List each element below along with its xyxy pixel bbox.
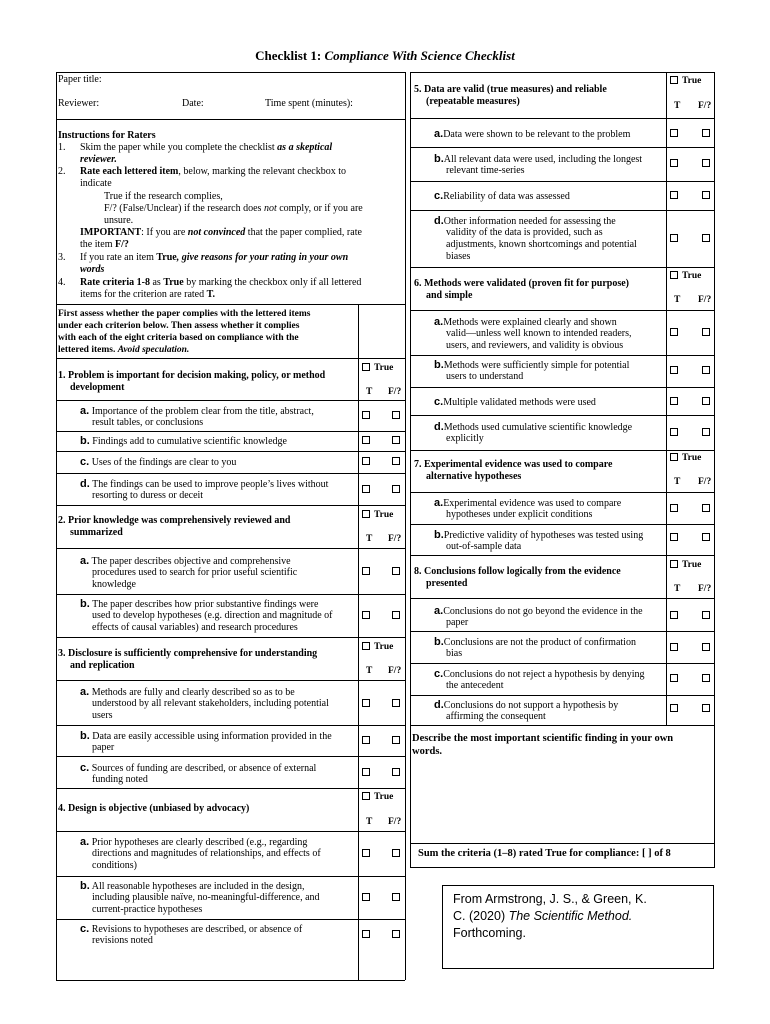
text-instructions-i2e3: comply, or if you are — [276, 203, 363, 214]
text-criteria-c8-c1: Conclusions do not reject a hypothesis by denying — [443, 669, 645, 680]
text-letters-a: a. — [434, 605, 444, 617]
criterion-8-true-checkbox[interactable] — [670, 560, 678, 568]
text-labels-true: True — [374, 363, 394, 373]
text-criteria-c4-a3: conditions) — [92, 860, 137, 871]
text-criteria-c8-l2: presented — [426, 578, 468, 589]
text-criteria-c6-a1: Methods were explained clearly and shown — [443, 317, 617, 328]
text-labels-f: F/? — [388, 387, 402, 397]
text-labels-f: F/? — [698, 584, 712, 594]
criterion-6-true-checkbox[interactable] — [670, 271, 678, 279]
text-labels-t: T — [674, 101, 681, 111]
criterion-2-true-checkbox[interactable] — [362, 510, 370, 518]
text-letters-c: c. — [80, 456, 90, 468]
text-labels-f: F/? — [388, 817, 402, 827]
text-title-plain: Checklist 1: — [255, 48, 322, 63]
criterion-5-true-checkbox[interactable] — [670, 76, 678, 84]
text-letters-b: b. — [80, 598, 90, 610]
text-instructions-i2d: True if the research complies, — [104, 191, 223, 202]
text-citation-l2a: C. (2020) — [453, 909, 509, 923]
text-criteria-c5-d3: adjustments, known shortcomings and potential — [446, 239, 637, 250]
c7a-true-checkbox[interactable] — [670, 504, 678, 512]
criterion-3-title: 3. Disclosure is sufficiently comprehensive for understanding — [58, 648, 318, 659]
c5c-false-checkbox[interactable] — [702, 191, 710, 199]
c8a-false-checkbox[interactable] — [702, 611, 710, 619]
text-letters-b: b. — [80, 880, 90, 892]
c8c-false-checkbox[interactable] — [702, 674, 710, 682]
c4a-true-checkbox[interactable] — [362, 849, 370, 857]
text-criteria-c4-c1: Revisions to hypotheses are described, or absence of — [91, 924, 303, 935]
text-letters-c: c. — [434, 190, 444, 202]
c8d-false-checkbox[interactable] — [702, 704, 710, 712]
text-instructions-i3b: True — [156, 252, 177, 263]
c7b-false-checkbox[interactable] — [702, 533, 710, 541]
text-instructions-i4e: items for the criterion are rated — [80, 289, 207, 300]
text-instructions-n3: 3. — [58, 252, 66, 263]
text-criteria-c5-b2: relevant time-series — [446, 165, 525, 176]
c8b-true-checkbox[interactable] — [670, 643, 678, 651]
c1b-false-checkbox[interactable] — [392, 436, 400, 444]
text-criteria-c7-b2: out-of-sample data — [446, 541, 522, 552]
c6b-true-checkbox[interactable] — [670, 366, 678, 374]
text-instructions-n2: 2. — [58, 166, 66, 177]
text-letters-b: b. — [80, 435, 90, 447]
text-criteria-c8-c2: the antecedent — [446, 680, 504, 691]
text-criteria-c7-b1: Predictive validity of hypotheses was tested using — [443, 530, 644, 541]
text-criteria-c5-l2: (repeatable measures) — [426, 96, 520, 107]
text-instructions-i2g2: : If you are — [141, 227, 188, 238]
text-criteria-c3-a2: understood by all relevant stakeholders, including potential — [92, 698, 329, 709]
text-criteria-c4-b3: current-practice hypotheses — [92, 904, 203, 915]
text-criteria-c8-b1: Conclusions are not the product of confirmation — [443, 637, 636, 648]
text-letters-b: b. — [434, 529, 444, 541]
c4b-false-checkbox[interactable] — [392, 893, 400, 901]
text-labels-true: True — [682, 76, 702, 86]
text-instructions-i2f: unsure. — [104, 215, 134, 226]
criterion-1-true-checkbox[interactable] — [362, 363, 370, 371]
criterion-3-true-checkbox[interactable] — [362, 642, 370, 650]
text-instructions-i1b: as a skeptical — [277, 142, 333, 153]
text-instructions-i3a: If you rate an item — [80, 252, 157, 263]
text-criteria-c3-a3: users — [92, 710, 113, 721]
text-instructions-i2g4: that the paper complied, rate — [245, 227, 362, 238]
text-labels-f: F/? — [698, 295, 712, 305]
text-letters-d: d. — [434, 699, 444, 711]
c1c-true-checkbox[interactable] — [362, 457, 370, 465]
text-criteria-c7-l2: alternative hypotheses — [426, 471, 522, 482]
text-instructions-i2e2: not — [263, 203, 277, 214]
c6a-true-checkbox[interactable] — [670, 328, 678, 336]
c7a-false-checkbox[interactable] — [702, 504, 710, 512]
text-instructions-i2h2: F/? — [115, 239, 129, 250]
text-labels-f: F/? — [388, 666, 402, 676]
c1d-true-checkbox[interactable] — [362, 485, 370, 493]
text-criteria-c8-a1: Conclusions do not go beyond the evidence in the — [443, 606, 643, 617]
c3c-false-checkbox[interactable] — [392, 768, 400, 776]
text-labels-true: True — [374, 792, 394, 802]
c6c-true-checkbox[interactable] — [670, 397, 678, 405]
c5d-false-checkbox[interactable] — [702, 234, 710, 242]
text-criteria-c4-b1: All reasonable hypotheses are included in the design, — [91, 881, 305, 892]
text-instructions-n1: 1. — [58, 142, 66, 153]
c6d-true-checkbox[interactable] — [670, 428, 678, 436]
text-instructions-i2g3: not convinced — [187, 227, 246, 238]
text-letters-a: a. — [80, 686, 90, 698]
text-letters-c: c. — [434, 396, 444, 408]
criterion-4-title: 4. Design is objective (unbiased by advocacy) — [58, 803, 250, 814]
c2b-false-checkbox[interactable] — [392, 611, 400, 619]
text-criteria-c3-b2: paper — [92, 742, 115, 753]
text-instructions-i2g1: IMPORTANT — [80, 227, 142, 238]
text-title-italic: Compliance With Science Checklist — [324, 48, 515, 63]
criterion-7-title: 7. Experimental evidence was used to compare — [414, 459, 613, 470]
c8c-true-checkbox[interactable] — [670, 674, 678, 682]
text-instructions-n4: 4. — [58, 277, 66, 288]
text-labels-t: T — [366, 534, 373, 544]
c1a-true-checkbox[interactable] — [362, 411, 370, 419]
c4c-false-checkbox[interactable] — [392, 930, 400, 938]
text-criteria-c6-b1: Methods were sufficiently simple for potential — [443, 360, 630, 371]
text-labels-true: True — [374, 510, 394, 520]
text-criteria-c6-l2: and simple — [426, 290, 473, 301]
text-citation-l1: From Armstrong, J. S., & Green, K. — [453, 892, 647, 906]
text-instructions-i4a: Rate criteria 1-8 — [80, 277, 150, 288]
text-letters-a: a. — [434, 316, 444, 328]
sum-criteria: Sum the criteria (1–8) rated True for compliance: [ ] of 8 — [418, 848, 671, 859]
criterion-4-true-checkbox[interactable] — [362, 792, 370, 800]
text-criteria-c2-b3: effects of causal variables) and research procedures — [92, 622, 298, 633]
criterion-7-true-checkbox[interactable] — [670, 453, 678, 461]
criterion-5-title: 5. Data are valid (true measures) and reliable — [414, 84, 607, 95]
text-criteria-c6-a3: users, and reviewers, and validity is obvious — [446, 340, 624, 351]
c5c-true-checkbox[interactable] — [670, 191, 678, 199]
c8a-true-checkbox[interactable] — [670, 611, 678, 619]
text-criteria-c4-a1: Prior hypotheses are clearly described (e.g., regarding — [91, 837, 308, 848]
text-letters-a: a. — [80, 405, 90, 417]
text-describe-l2: words. — [412, 746, 443, 757]
c1d-false-checkbox[interactable] — [392, 485, 400, 493]
text-criteria-c2-l2: summarized — [70, 527, 123, 538]
c1b-true-checkbox[interactable] — [362, 436, 370, 444]
text-criteria-c1-a2: result tables, or conclusions — [92, 417, 204, 428]
time-spent-label: Time spent (minutes): — [265, 98, 353, 109]
text-first-assess-l4i: Avoid speculation. — [117, 345, 190, 355]
text-labels-t: T — [366, 387, 373, 397]
criterion-8-title: 8. Conclusions follow logically from the evidence — [414, 566, 621, 577]
reviewer-label: Reviewer: — [58, 98, 100, 109]
c3b-false-checkbox[interactable] — [392, 736, 400, 744]
text-criteria-c4-b2: including plausible naïve, no-meaningful-difference, and — [92, 892, 320, 903]
text-criteria-c6-c1: Multiple validated methods were used — [443, 397, 596, 408]
text-citation-l2b: The Scientific Method. — [508, 909, 633, 923]
text-criteria-c6-a2: valid—unless well known to intended readers, — [446, 328, 632, 339]
text-letters-b: b. — [434, 636, 444, 648]
text-criteria-c8-b2: bias — [446, 648, 463, 659]
text-criteria-c3-b1: Data are easily accessible using information provided in the — [92, 731, 332, 742]
text-criteria-c1-c1: Uses of the findings are clear to you — [91, 457, 237, 468]
c3b-true-checkbox[interactable] — [362, 736, 370, 744]
c6b-false-checkbox[interactable] — [702, 366, 710, 374]
text-criteria-c4-c2: revisions noted — [92, 935, 153, 946]
text-criteria-c2-a3: knowledge — [92, 579, 136, 590]
text-letters-c: c. — [80, 923, 90, 935]
text-letters-a: a. — [80, 555, 90, 567]
text-criteria-c6-b2: users to understand — [446, 371, 524, 382]
text-criteria-c3-c2: funding noted — [92, 774, 148, 785]
text-instructions-i3d: words — [80, 264, 105, 275]
text-instructions-i4c: True — [163, 277, 184, 288]
text-labels-f: F/? — [388, 534, 402, 544]
text-labels-true: True — [682, 271, 702, 281]
text-labels-t: T — [674, 584, 681, 594]
c2b-true-checkbox[interactable] — [362, 611, 370, 619]
c1c-false-checkbox[interactable] — [392, 457, 400, 465]
c7b-true-checkbox[interactable] — [670, 533, 678, 541]
text-instructions-i4b: as — [149, 277, 164, 288]
criterion-6-title: 6. Methods were validated (proven fit for purpose) — [414, 278, 629, 289]
c6a-false-checkbox[interactable] — [702, 328, 710, 336]
text-instructions-i2b: , below, marking the relevant checkbox to — [178, 166, 347, 177]
text-criteria-c3-a1: Methods are fully and clearly described so as to be — [91, 687, 295, 698]
text-first-assess-l3: with each of the eight criteria based on compliance with the — [58, 333, 299, 343]
text-criteria-c1-d2: resorting to duress or deceit — [92, 490, 204, 501]
date-label: Date: — [182, 98, 204, 109]
c4c-true-checkbox[interactable] — [362, 930, 370, 938]
c5a-true-checkbox[interactable] — [670, 129, 678, 137]
c5d-true-checkbox[interactable] — [670, 234, 678, 242]
text-labels-true: True — [682, 453, 702, 463]
c6c-false-checkbox[interactable] — [702, 397, 710, 405]
text-citation-l3: Forthcoming. — [453, 926, 526, 940]
text-first-assess-l4: lettered items. — [58, 345, 118, 355]
text-instructions-i2e: F/? (False/Unclear) if the research does — [104, 203, 264, 214]
text-criteria-c5-d2: validity of the data is provided, such as — [446, 227, 603, 238]
text-instructions-i4f: T. — [206, 289, 216, 300]
text-criteria-c3-l2: and replication — [70, 660, 135, 671]
text-criteria-c3-c1: Sources of funding are described, or absence of external — [91, 763, 317, 774]
c8b-false-checkbox[interactable] — [702, 643, 710, 651]
text-criteria-c2-b2: used to develop hypotheses (e.g. direction and magnitude of — [92, 610, 333, 621]
text-criteria-c7-a2: hypotheses under explicit conditions — [446, 509, 593, 520]
text-first-assess-l1: First assess whether the paper complies with the lettered items — [58, 309, 311, 319]
text-criteria-c5-d1: Other information needed for assessing the — [443, 216, 616, 227]
text-criteria-c2-a2: procedures used to search for prior useful scientific — [92, 567, 298, 578]
text-instructions-i2c: indicate — [80, 178, 112, 189]
text-letters-c: c. — [434, 668, 444, 680]
c5a-false-checkbox[interactable] — [702, 129, 710, 137]
c1a-false-checkbox[interactable] — [392, 411, 400, 419]
text-instructions-i1a: Skim the paper while you complete the checklist — [80, 142, 278, 153]
citation-box — [442, 885, 714, 969]
text-letters-c: c. — [80, 762, 90, 774]
text-labels-true: True — [374, 642, 394, 652]
text-letters-b: b. — [80, 730, 90, 742]
text-criteria-c6-d2: explicitly — [446, 433, 484, 444]
text-letters-b: b. — [434, 153, 444, 165]
c3c-true-checkbox[interactable] — [362, 768, 370, 776]
text-instructions-heading: Instructions for Raters — [58, 130, 156, 141]
text-criteria-c8-a2: paper — [446, 617, 469, 628]
text-letters-a: a. — [434, 497, 444, 509]
c8d-true-checkbox[interactable] — [670, 704, 678, 712]
text-letters-a: a. — [80, 836, 90, 848]
text-labels-t: T — [366, 666, 373, 676]
text-criteria-c5-d4: biases — [446, 251, 471, 262]
c2a-true-checkbox[interactable] — [362, 567, 370, 575]
text-criteria-c1-b1: Findings add to cumulative scientific knowledge — [92, 436, 287, 447]
c4b-true-checkbox[interactable] — [362, 893, 370, 901]
text-letters-b: b. — [434, 359, 444, 371]
text-describe-l1: Describe the most important scientific finding in your own — [412, 733, 674, 744]
criterion-1-title: 1. Problem is important for decision making, policy, or method — [58, 370, 326, 381]
text-criteria-c2-a1: The paper describes objective and comprehensive — [91, 556, 291, 567]
text-instructions-i2h1: the item — [80, 239, 115, 250]
text-instructions-i2a: Rate each lettered item — [80, 166, 179, 177]
text-letters-a: a. — [434, 128, 444, 140]
c4a-false-checkbox[interactable] — [392, 849, 400, 857]
paper-title-label: Paper title: — [58, 74, 102, 85]
text-instructions-i4d: by marking the checkbox only if all lettered — [183, 277, 362, 288]
text-instructions-i3c: , give reasons for your rating in your own — [176, 252, 349, 263]
c2a-false-checkbox[interactable] — [392, 567, 400, 575]
text-criteria-c8-d2: affirming the consequent — [446, 711, 546, 722]
text-criteria-c8-d1: Conclusions do not support a hypothesis by — [443, 700, 619, 711]
c5b-false-checkbox[interactable] — [702, 159, 710, 167]
criterion-2-title: 2. Prior knowledge was comprehensively reviewed and — [58, 515, 291, 526]
text-first-assess-l2: under each criterion below. Then assess whether it complies — [58, 321, 300, 331]
text-letters-d: d. — [434, 215, 444, 227]
text-instructions-i1c: reviewer. — [80, 154, 117, 165]
text-labels-f: F/? — [698, 101, 712, 111]
text-criteria-c7-a1: Experimental evidence was used to compare — [443, 498, 622, 509]
text-criteria-c5-b1: All relevant data were used, including the longest — [443, 154, 643, 165]
text-criteria-c5-a1: Data were shown to be relevant to the problem — [443, 129, 631, 140]
criterion-1-title-2: development — [70, 382, 125, 393]
text-labels-t: T — [674, 295, 681, 305]
text-criteria-c1-d1: The findings can be used to improve people’s lives without — [92, 479, 329, 490]
c6d-false-checkbox[interactable] — [702, 428, 710, 436]
text-criteria-c1-a1: Importance of the problem clear from the title, abstract, — [91, 406, 314, 417]
c3a-false-checkbox[interactable] — [392, 699, 400, 707]
c3a-true-checkbox[interactable] — [362, 699, 370, 707]
text-letters-d: d. — [80, 478, 90, 490]
c5b-true-checkbox[interactable] — [670, 159, 678, 167]
text-criteria-c5-c1: Reliability of data was assessed — [443, 191, 570, 202]
page-title — [0, 48, 770, 64]
text-labels-t: T — [674, 477, 681, 487]
text-criteria-c6-d1: Methods used cumulative scientific knowledge — [443, 422, 633, 433]
text-criteria-c4-a2: directions and magnitudes of relationships, and effects of — [92, 848, 321, 859]
text-letters-d: d. — [434, 421, 444, 433]
text-criteria-c2-b1: The paper describes how prior substantive findings were — [92, 599, 319, 610]
text-labels-t: T — [366, 817, 373, 827]
text-labels-f: F/? — [698, 477, 712, 487]
text-labels-true: True — [682, 560, 702, 570]
